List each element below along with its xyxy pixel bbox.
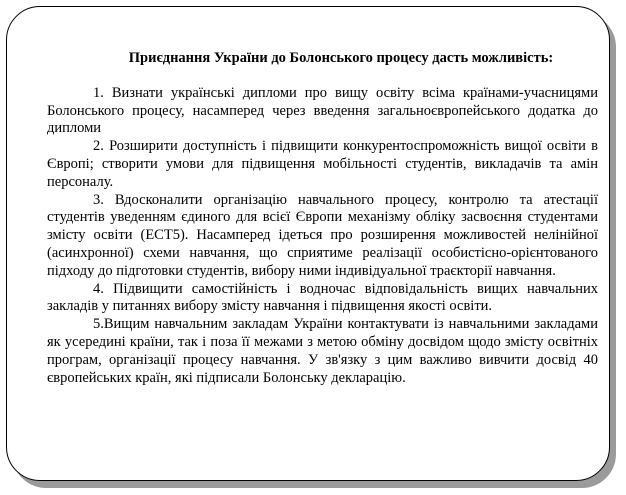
paragraph-4: 4. Підвищити самостійність і водночас відповідальність вищих навчальних закладів у питаннях вибору змісту навчання і підвищення якості освіти. bbox=[47, 280, 598, 315]
paragraph-1: 1. Визнати українські дипломи про вищу освіту всіма країнами-учасницями Болонського процесу, насамперед через введення загальноєвропейського додатка до дипломи bbox=[47, 84, 598, 137]
rounded-text-frame bbox=[6, 6, 610, 481]
document-title: Приєднання України до Болонського процесу дасть можливість: bbox=[128, 50, 554, 66]
paragraph-5: 5.Вищим навчальним закладам України контактувати із навчальними закладами як усередині країни, так і поза її межами з метою обміну досвідом щодо змісту освітніх програм, організації процесу навчання. У зв'язку з цим важливо вивчити досвід 40 європейських країн, які підписали Болонську декларацію. bbox=[47, 316, 598, 386]
document-content bbox=[47, 50, 598, 387]
paragraph-2: 2. Розширити доступність і підвищити конкурентоспроможність вищої освіти в Європі; створити умови для підвищення мобільності студентів, викладачів та амін персоналу. bbox=[47, 138, 598, 190]
paragraph-3: 3. Вдосконалити організацію навчального процесу, контролю та атестації студентів уведенням єдиного для всієї Європи механізму обліку засвоєння студентами змісту освіти (ЕСТ5). Насамперед ідеться про розширення можливостей нелінійної (асинхронної) схеми навчання, що сприятиме реалізації особистісно-орієнтованого підходу до підготовки студентів, вибору ними індивідуальної траєкторії навчання. bbox=[47, 191, 598, 279]
